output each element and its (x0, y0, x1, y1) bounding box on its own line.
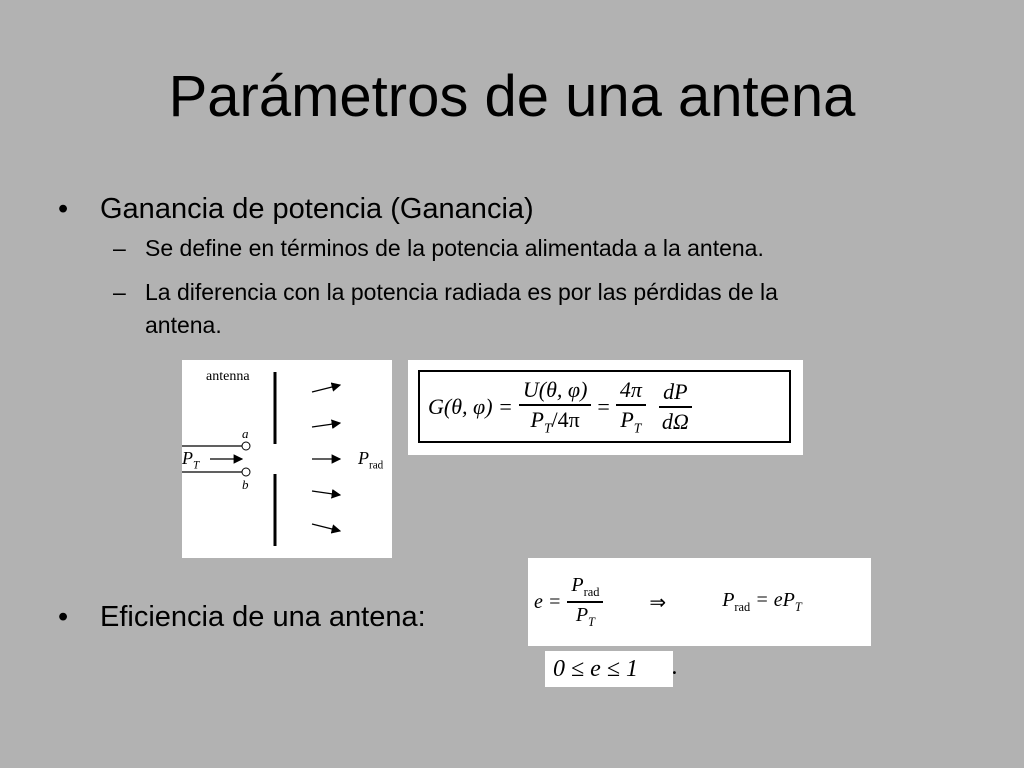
gain-fraction-2: $\frac{4\pi}{P_T}$ (616, 377, 646, 436)
terminal-b (242, 468, 250, 476)
subitem-difference (113, 276, 778, 342)
dash-glyph: – (113, 235, 126, 261)
terminal-a (242, 442, 250, 450)
subitem-definition-text: Se define en términos de la potencia alimentada a la antena. (145, 235, 764, 261)
gain-formula (418, 370, 791, 443)
subitem-difference-text: La diferencia con la potencia radiada es por las pérdidas de la (145, 279, 778, 305)
dash-glyph: – (113, 279, 126, 305)
antenna-label: antenna (206, 369, 250, 384)
implies-symbol: ⇒ (649, 591, 667, 614)
gain-equals: = (597, 393, 610, 419)
subitem-difference-text-cont: antena. (145, 312, 222, 338)
bullet-gain-text: Ganancia de potencia (Ganancia) (100, 193, 534, 225)
efficiency-fraction: $\frac{P_{rad}}{P_T}$ (567, 574, 603, 630)
radiation-arrow (312, 524, 340, 531)
terminal-a-label: a (242, 426, 249, 441)
gain-lhs: G(θ, φ) = (428, 393, 513, 419)
efficiency-lhs: e = (534, 590, 562, 613)
bullet-gain (58, 192, 534, 226)
efficiency-range (545, 651, 673, 687)
antenna-figure (182, 360, 392, 558)
efficiency-range-text: 0 ≤ e ≤ 1 (553, 655, 638, 682)
bullet-glyph: • (58, 193, 69, 225)
bullet-efficiency (58, 600, 426, 634)
gain-fraction-1: $\frac{U(\theta, \varphi)}{P_T/4\pi}$ (519, 377, 592, 436)
gain-fraction-3: $\frac{dP}{d\Omega}$ (658, 379, 693, 435)
radiation-arrow (312, 423, 340, 427)
bullet-glyph: • (58, 601, 69, 633)
efficiency-rhs: $P_{rad} = eP_T$ (722, 589, 802, 614)
input-power-label: $P_T$ (182, 448, 200, 472)
radiation-arrow (312, 385, 340, 392)
slide-title: Parámetros de una antena (168, 64, 856, 129)
efficiency-formula (534, 558, 802, 646)
terminal-b-label: b (242, 477, 249, 492)
radiation-arrow (312, 491, 340, 495)
efficiency-formula-panel (528, 558, 871, 646)
bullet-efficiency-text: Eficiencia de una antena: (100, 601, 426, 633)
subitem-definition (113, 232, 764, 265)
gain-formula-panel (408, 360, 803, 455)
efficiency-range-period: . (672, 654, 678, 680)
radiated-power-label: $P_{rad}$ (358, 448, 384, 472)
